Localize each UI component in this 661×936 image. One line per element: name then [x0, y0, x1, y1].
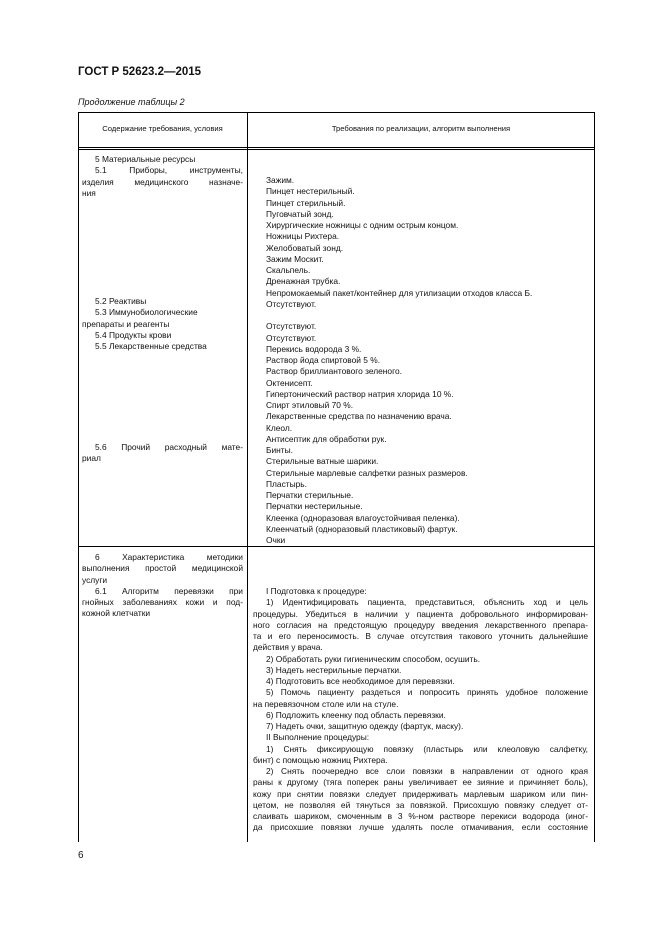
cell-line: Пинцет нестерильный. [266, 186, 355, 197]
table-border-right [594, 112, 595, 842]
table-border-top [78, 112, 595, 113]
section-5-right-cell [266, 175, 588, 546]
cell-line: Стерильные ватные шарики. [266, 456, 379, 467]
cell-line: Бинты. [266, 445, 293, 455]
cell-line: Лекарственные средства по назначению врача. [266, 411, 452, 422]
cell-line: Спирт этиловый 70 %. [266, 400, 354, 410]
cell-line: Желобоватый зонд. [266, 242, 344, 253]
cell-line: слаивать шариком, смоченным в 3 %-ном растворе перекиси водорода (иног- [253, 811, 588, 821]
cell-line: ного согласия на предстоящую процедуру введения лекарственного препара- [253, 619, 588, 630]
requirements-table [78, 112, 595, 842]
cell-line: Пуговчатый зонд. [266, 208, 334, 219]
cell-line: Скальпель. [266, 265, 311, 275]
cell-line: гнойных заболеваниях кожи и под- [82, 597, 243, 607]
cell-line: 4) Подготовить все необходимое для перевязки. [266, 676, 455, 686]
table-border-left [78, 112, 79, 842]
cell-line: 5.1 Приборы, инструменты, [95, 165, 243, 176]
cell-line: 5.6 Прочий расходный мате- [95, 442, 243, 452]
section-6-right-cell [253, 586, 588, 834]
cell-line: Клеенчатый (одноразовый пластиковый) фартук. [266, 523, 458, 534]
cell-line: на перевязочном столе или на стуле. [253, 698, 399, 709]
cell-line: да присохшие повязки лучше удалять после отмачивания, если состояние [253, 822, 588, 833]
cell-line: ния [82, 187, 96, 198]
header-divider-double [78, 149, 595, 150]
cell-line: Ножницы Рихтера. [266, 231, 340, 242]
cell-line: 5.3 Иммунобиологические [95, 307, 198, 318]
cell-line: Перекись водорода 3 %. [266, 343, 362, 354]
document-title: ГОСТ Р 52623.2—2015 [78, 66, 202, 78]
cell-line: выполнения простой медицинской [82, 563, 243, 574]
cell-line: препараты и реагенты [82, 318, 170, 329]
cell-line: 1) Снять фиксирующую повязку (пластырь или клеоловую салфетку, [266, 743, 588, 754]
cell-line: действия у врача. [253, 642, 323, 653]
cell-line: Октенисепт. [266, 377, 313, 388]
cell-line: II Выполнение процедуры: [266, 732, 370, 743]
cell-line: изделия медицинского назначе- [82, 176, 243, 187]
cell-line: 5.5 Лекарственные средства [95, 341, 207, 351]
cell-line: 3) Надеть нестерильные перчатки. [266, 664, 402, 675]
cell-line: Отсутствуют. [266, 321, 317, 332]
cell-line: Перчатки стерильные. [266, 490, 354, 500]
cell-line: 6) Подложить клеенку под область перевязки. [266, 709, 446, 720]
header-divider [78, 147, 595, 148]
cell-line: 5 Материальные ресурсы [95, 154, 196, 164]
section-5-left-cell [82, 154, 243, 199]
cell-line [266, 310, 588, 321]
table-continuation-caption: Продолжение таблицы 2 [78, 97, 185, 107]
cell-line: 7) Надеть очки, защитную одежду (фартук, маску). [266, 721, 464, 731]
cell-line: 2) Снять поочередно все слои повязки в направлении от одного края [266, 766, 588, 776]
cell-line: 2) Обработать руки гигиеническим способом, осушить. [266, 653, 481, 664]
cell-line: Клеол. [266, 422, 293, 433]
cell-line: I Подготовка к процедуре: [266, 586, 367, 596]
cell-line: риал [82, 453, 101, 464]
cell-line: Гипертонический раствор натрия хлорида 10 %. [266, 388, 454, 399]
cell-line: Пинцет стерильный. [266, 197, 346, 208]
cell-line: Стерильные марлевые салфетки разных размеров. [266, 467, 468, 478]
cell-line: Пластырь. [266, 478, 307, 489]
section-5-left-cell-2 [82, 296, 243, 352]
cell-line: Раствор бриллиантового зеленого. [266, 366, 402, 377]
cell-line: Перчатки нестерильные. [266, 501, 363, 512]
column-header-implementation: Требования по реализации, алгоритм выполнения [331, 124, 511, 133]
cell-line: Отсутствуют. [266, 332, 317, 343]
cell-line: Клеенка (одноразовая влагоустойчивая пеленка). [266, 512, 460, 523]
section-6-left-cell [82, 552, 243, 620]
cell-line: бинт) с помощью ножниц Рихтера. [253, 754, 388, 765]
cell-line: услуги [82, 574, 108, 585]
cell-line: Непромокаемый пакет/контейнер для утилизации отходов класса Б. [266, 287, 533, 298]
cell-line: раны к другому (тяга поперек раны увеличивает ее зияние и причиняет боль), [253, 777, 588, 788]
cell-line: 1) Идентифицировать пациента, представиться, объяснить ход и цель [266, 597, 588, 608]
section-5-left-cell-3 [82, 442, 243, 465]
page-number: 6 [78, 850, 84, 861]
column-divider [247, 112, 248, 842]
column-header-requirement: Содержание требования, условия [102, 124, 223, 133]
cell-line: 5.2 Реактивы [95, 296, 147, 306]
cell-line: Зажим Москит. [266, 253, 324, 264]
cell-line: 5) Помочь пациенту раздеться и попросить принять удобное положение [266, 687, 588, 698]
cell-line: 6 Характеристика методики [95, 552, 243, 562]
cell-line: Антисептик для обработки рук. [266, 433, 387, 444]
cell-line: 5.4 Продукты крови [95, 329, 172, 340]
cell-line: процедуры. Убедиться в наличии у пациента добровольного информирован- [253, 608, 588, 619]
cell-line: кожной клетчатки [82, 608, 151, 619]
cell-line: Дренажная трубка. [266, 276, 341, 287]
cell-line: Зажим. [266, 175, 295, 185]
cell-line: Отсутствуют. [266, 298, 317, 309]
cell-line: цетом, не позволяя ей тянуться за повязкой. Присохшую повязку следует от- [253, 799, 588, 810]
cell-line: кожу при снятии повязки следует придерживать марлевым шариком или пин- [253, 788, 588, 799]
cell-line: 6.1 Алгоритм перевязки при [95, 585, 243, 596]
cell-line: та и его переносимость. В случае отсутствия такового уточнить дальнейшие [253, 631, 588, 641]
cell-line: Раствор йода спиртовой 5 %. [266, 355, 381, 365]
cell-line: Хирургические ножницы с одним острым концом. [266, 220, 459, 230]
cell-line: Очки [266, 535, 286, 545]
